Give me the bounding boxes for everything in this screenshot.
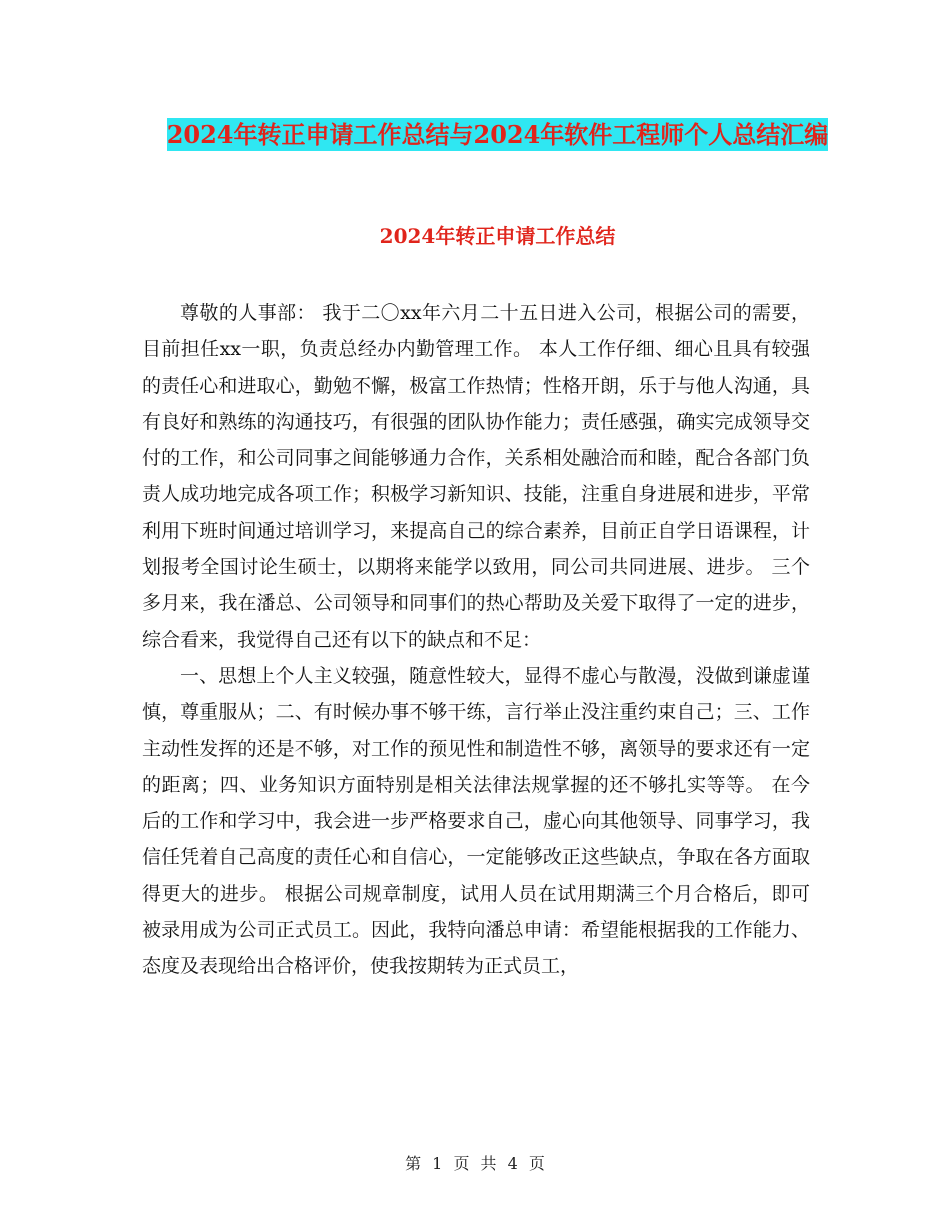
paragraph-1: 尊敬的人事部： 我于二〇xx年六月二十五日进入公司，根据公司的需要，目前担任xx一职，负责总经办内勤管理工作。 本人工作仔细、细心且具有较强的责任心和进取心，勤勉不懈，极富工作热情；性格开朗，乐于与他人沟通，具有良好和熟练的沟通技巧，有很强的团队协作能力；责任感强，确实完成领导交付的工作，和公司同事之间能够通力合作，关系相处融洽而和睦，配合各部门负责人成功地完成各项工作；积极学习新知识、技能，注重自身进展和进步，平常利用下班时间通过培训学习，来提高自己的综合素养，目前正自学日语课程，计划报考全国讨论生硕士，以期将来能学以致用，同公司共同进展、进步。 三个多月来，我在潘总、公司领导和同事们的热心帮助及关爱下取得了一定的进步，综合看来，我觉得自己还有以下的缺点和不足： xyxy=(142,302,810,651)
document-title-text: 2024年转正申请工作总结与2024年软件工程师个人总结汇编 xyxy=(166,120,829,149)
paragraph-2: 一、思想上个人主义较强，随意性较大，显得不虚心与散漫，没做到谦虚谨慎，尊重服从；二、有时候办事不够干练，言行举止没注重约束自己；三、工作主动性发挥的还是不够，对工作的预见性和制造性不够，离领导的要求还有一定的距离；四、业务知识方面特别是相关法律法规掌握的还不够扎实等等。 在今后的工作和学习中，我会进一步严格要求自己，虚心向其他领导、同事学习，我信任凭着自己高度的责任心和自信心，一定能够改正这些缺点，争取在各方面取得更大的进步。 根据公司规章制度，试用人员在试用期满三个月合格后，即可被录用成为公司正式员工。因此，我特向潘总申请：希望能根据我的工作能力、态度及表现给出合格评价，使我按期转为正式员工， xyxy=(142,664,810,978)
section-title: 2024年转正申请工作总结 xyxy=(379,224,616,248)
page-number: 第 1 页 共 4 页 xyxy=(405,1154,545,1173)
document-title xyxy=(140,112,855,158)
document-body xyxy=(142,295,810,985)
